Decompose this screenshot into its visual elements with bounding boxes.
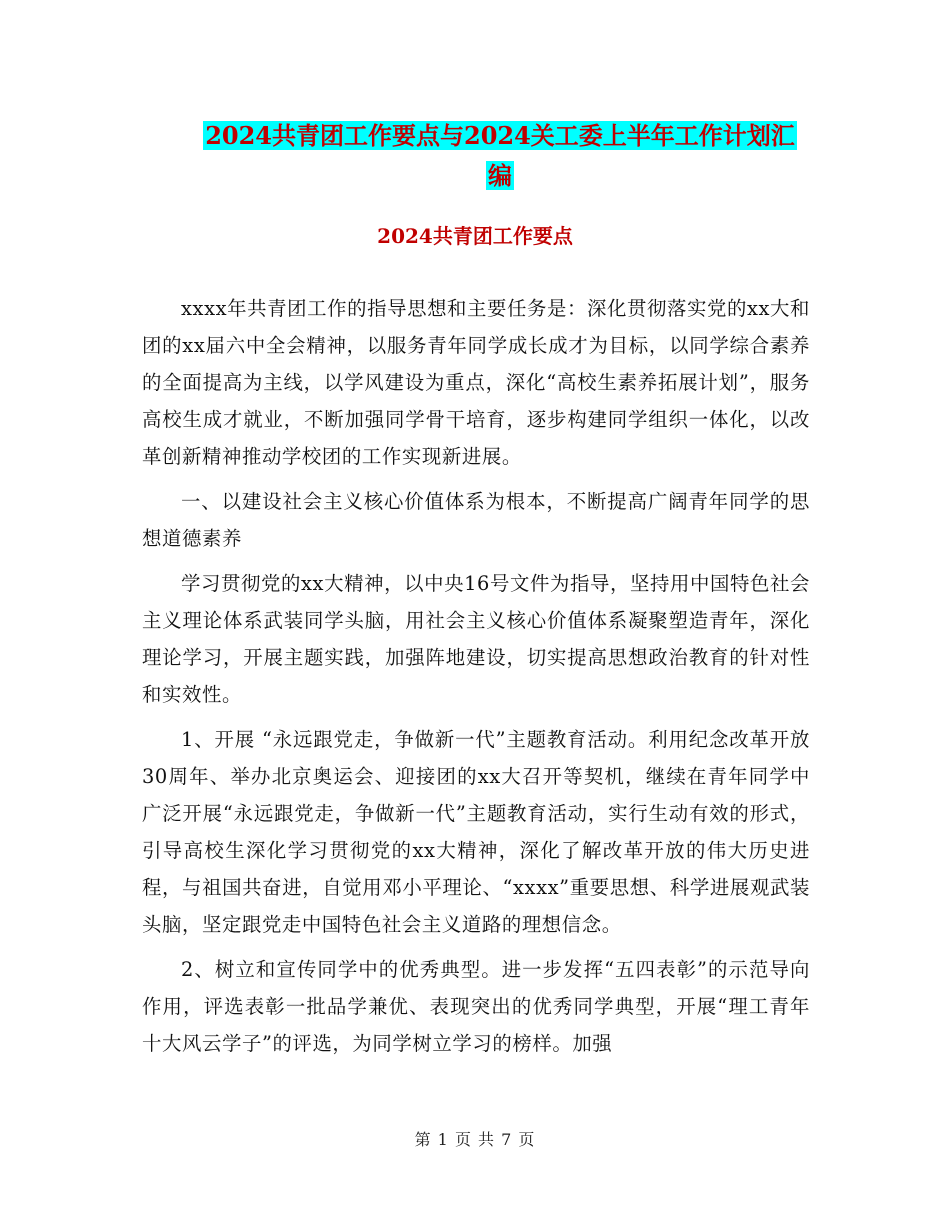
paragraph-item-2: 2、树立和宣传同学中的优秀典型。进一步发挥“五四表彰”的示范导向作用，评选表彰一批品学兼优、表现突出的优秀同学典型，开展“理工青年十大风云学子”的评选，为同学树立学习的榜样。加强: [142, 958, 810, 1055]
document-title-line-1: 2024共青团工作要点与2024关工委上半年工作计划汇: [205, 121, 795, 150]
section-title: 2024共青团工作要点: [377, 224, 573, 248]
paragraph-heading-1: 一、以建设社会主义核心价值体系为根本，不断提高广阔青年同学的思想道德素养: [142, 490, 810, 550]
page-footer: 第 1 页 共 7 页: [414, 1130, 536, 1149]
document-title-line-2: 编: [488, 161, 512, 190]
document-body: [142, 290, 810, 1070]
paragraph-study: 学习贯彻党的xx大精神，以中央16号文件为指导，坚持用中国特色社会主义理论体系武装同学头脑，用社会主义核心价值体系凝聚塑造青年，深化理论学习，开展主题实践，加强阵地建设，切实提高思想政治教育的针对性和实效性。: [142, 572, 810, 706]
document-title: [150, 116, 850, 196]
paragraph-intro: xxxx年共青团工作的指导思想和主要任务是：深化贯彻落实党的xx大和团的xx届六中全会精神，以服务青年同学成长成才为目标，以同学综合素养的全面提高为主线，以学风建设为重点，深化“高校生素养拓展计划”，服务高校生成才就业，不断加强同学骨干培育，逐步构建同学组织一体化，以改革创新精神推动学校团的工作实现新进展。: [142, 297, 810, 468]
paragraph-item-1: 1、开展 “永远跟党走，争做新一代”主题教育活动。利用纪念改革开放30周年、举办北京奥运会、迎接团的xx大召开等契机，继续在青年同学中广泛开展“永远跟党走，争做新一代”主题教育活动，实行生动有效的形式，引导高校生深化学习贯彻党的xx大精神，深化了解改革开放的伟大历史进程，与祖国共奋进，自觉用邓小平理论、“xxxx”重要思想、科学进展观武装头脑，坚定跟党走中国特色社会主义道路的理想信念。: [142, 728, 810, 936]
